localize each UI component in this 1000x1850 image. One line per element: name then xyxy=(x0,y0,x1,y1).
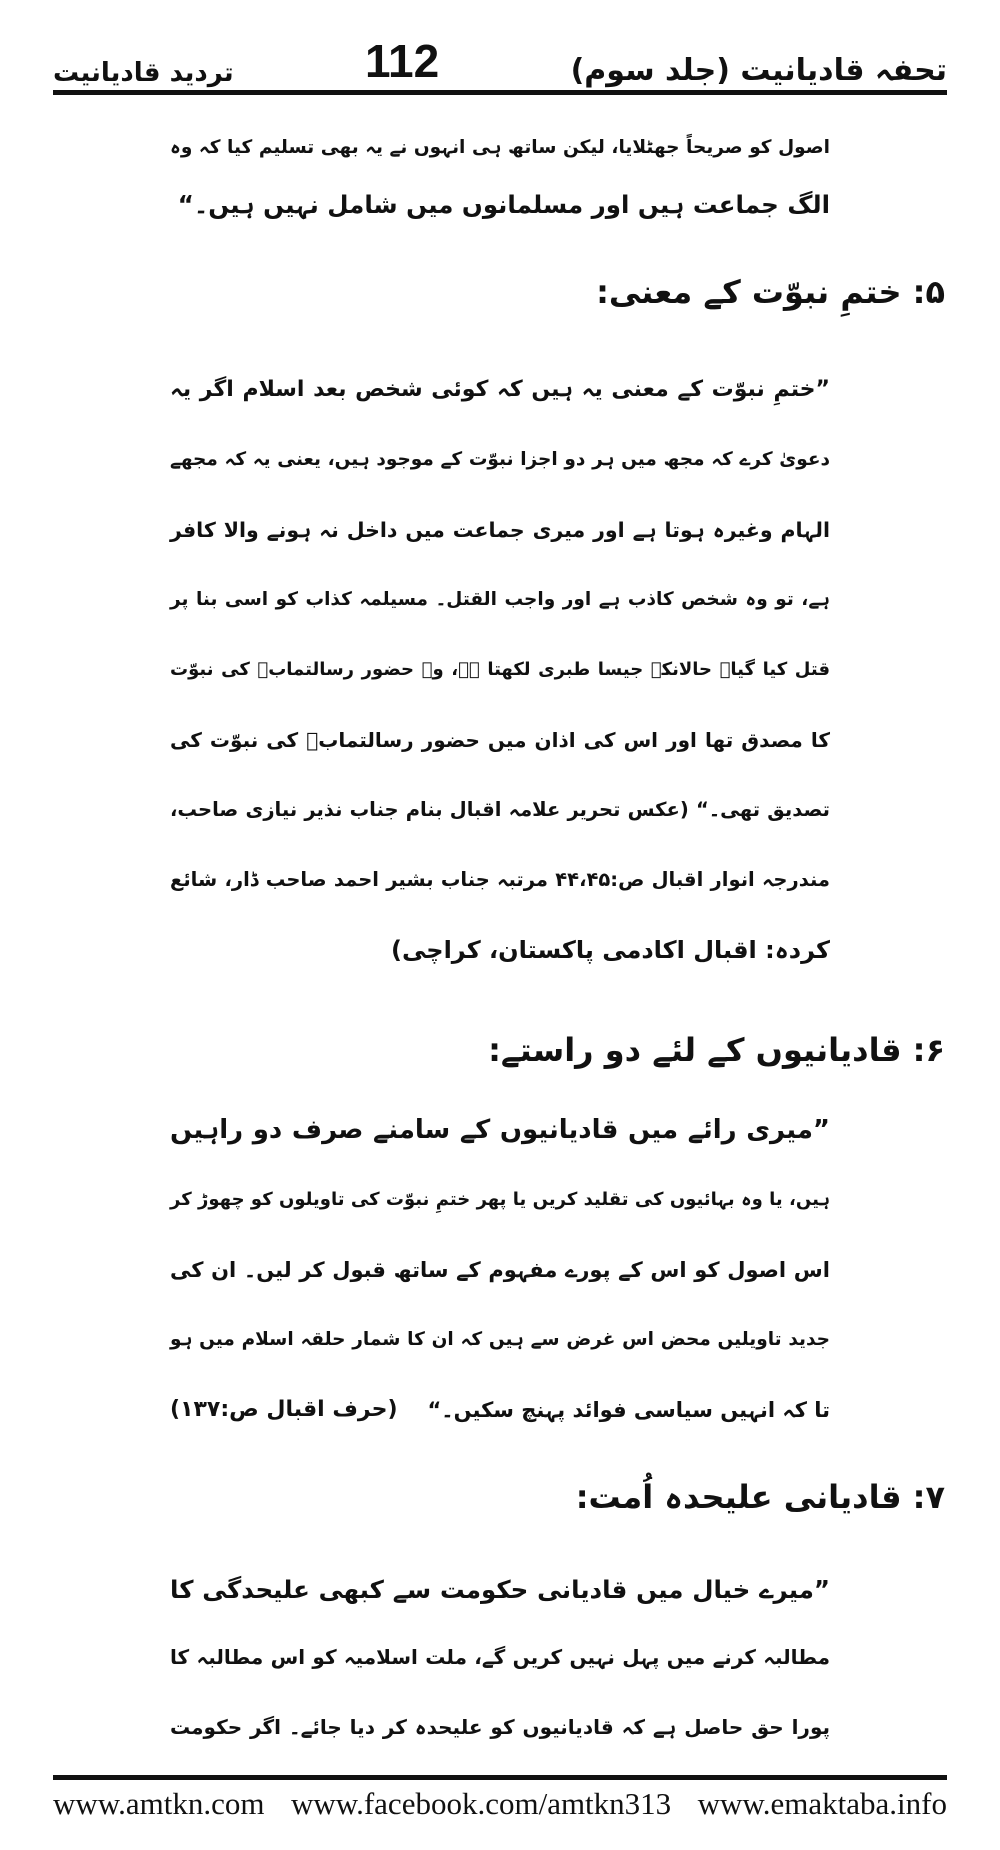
section-title: تردید قادیانیت xyxy=(53,58,234,88)
quote-line: الہام وغیرہ ہوتا ہے اور میری جماعت میں داخل نہ ہونے والا کافر xyxy=(170,518,830,542)
footer-divider xyxy=(53,1775,947,1780)
section-heading: ۵: ختمِ نبوّت کے معنی: xyxy=(596,273,945,311)
page-header xyxy=(53,22,947,88)
book-title: تحفہ قادیانیت (جلد سوم) xyxy=(570,53,947,88)
page-number: 112 xyxy=(365,35,440,87)
quote-line: مندرجہ انوار اقبال ص:۴۴،۴۵ مرتبہ جناب بشیر احمد صاحب ڈار، شائع xyxy=(170,868,830,891)
quote-line: ہے، تو وہ شخص کاذب ہے اور واجب القتل۔ مسیلمہ کذاب کو اسی بنا پر xyxy=(170,589,830,610)
page-footer xyxy=(53,1786,947,1822)
header-divider xyxy=(53,90,947,95)
footer-link-amtkn[interactable]: www.amtkn.com xyxy=(53,1786,265,1821)
quote-line: جدید تاویلیں محض اس غرض سے ہیں کہ ان کا شمار حلقہ اسلام میں ہو xyxy=(170,1329,830,1350)
text-line: اصول کو صریحاً جھٹلایا، لیکن ساتھ ہی انہوں نے یہ بھی تسلیم کیا کہ وہ xyxy=(170,137,830,158)
section-heading: ۶: قادیانیوں کے لئے دو راستے: xyxy=(488,1031,945,1069)
section-heading: ۷: قادیانی علیحدہ اُمت: xyxy=(575,1478,945,1516)
quote-line: کا مصدق تھا اور اس کی اذان میں حضور رسالتمابؐ کی نبوّت کی xyxy=(170,728,830,752)
quote-line: قتل کیا گیا۔ حالانکہ جیسا طبری لکھتا ہے، وہ حضور رسالتمابؐ کی نبوّت xyxy=(170,659,830,680)
footer-link-emaktaba[interactable]: www.emaktaba.info xyxy=(697,1786,947,1821)
quote-line: تصدیق تھی۔“ (عکس تحریر علامہ اقبال بنام جناب نذیر نیازی صاحب، xyxy=(170,798,830,821)
citation: (حرف اقبال ص:۱۳۷) xyxy=(170,1397,398,1422)
quote-line: ”ختمِ نبوّت کے معنی یہ ہیں کہ کوئی شخص بعد اسلام اگر یہ xyxy=(170,377,830,402)
quote-line xyxy=(170,1388,830,1432)
quote-line: ہیں، یا وہ بہائیوں کی تقلید کریں یا پھر ختمِ نبوّت کی تاویلوں کو چھوڑ کر xyxy=(170,1189,830,1210)
quote-line: اس اصول کو اس کے پورے مفہوم کے ساتھ قبول کر لیں۔ ان کی xyxy=(170,1258,830,1282)
quote-line: پورا حق حاصل ہے کہ قادیانیوں کو علیحدہ کر دیا جائے۔ اگر حکومت xyxy=(170,1715,830,1739)
quote-line: مطالبہ کرنے میں پہل نہیں کریں گے، ملت اسلامیہ کو اس مطالبہ کا xyxy=(170,1645,830,1669)
text-line: الگ جماعت ہیں اور مسلمانوں میں شامل نہیں ہیں۔“ xyxy=(177,190,830,219)
footer-link-facebook[interactable]: www.facebook.com/amtkn313 xyxy=(290,1786,672,1821)
quote-line: دعویٰ کرے کہ مجھ میں ہر دو اجزا نبوّت کے موجود ہیں، یعنی یہ کہ مجھے xyxy=(170,449,830,470)
quote-line: ”میری رائے میں قادیانیوں کے سامنے صرف دو راہیں xyxy=(170,1115,830,1145)
quote-line: ”میرے خیال میں قادیانی حکومت سے کبھی علیحدگی کا xyxy=(170,1575,830,1604)
quote-text: تا کہ انہیں سیاسی فوائد پہنچ سکیں۔“ xyxy=(427,1398,830,1422)
quote-line: کردہ: اقبال اکادمی پاکستان، کراچی) xyxy=(391,936,830,964)
